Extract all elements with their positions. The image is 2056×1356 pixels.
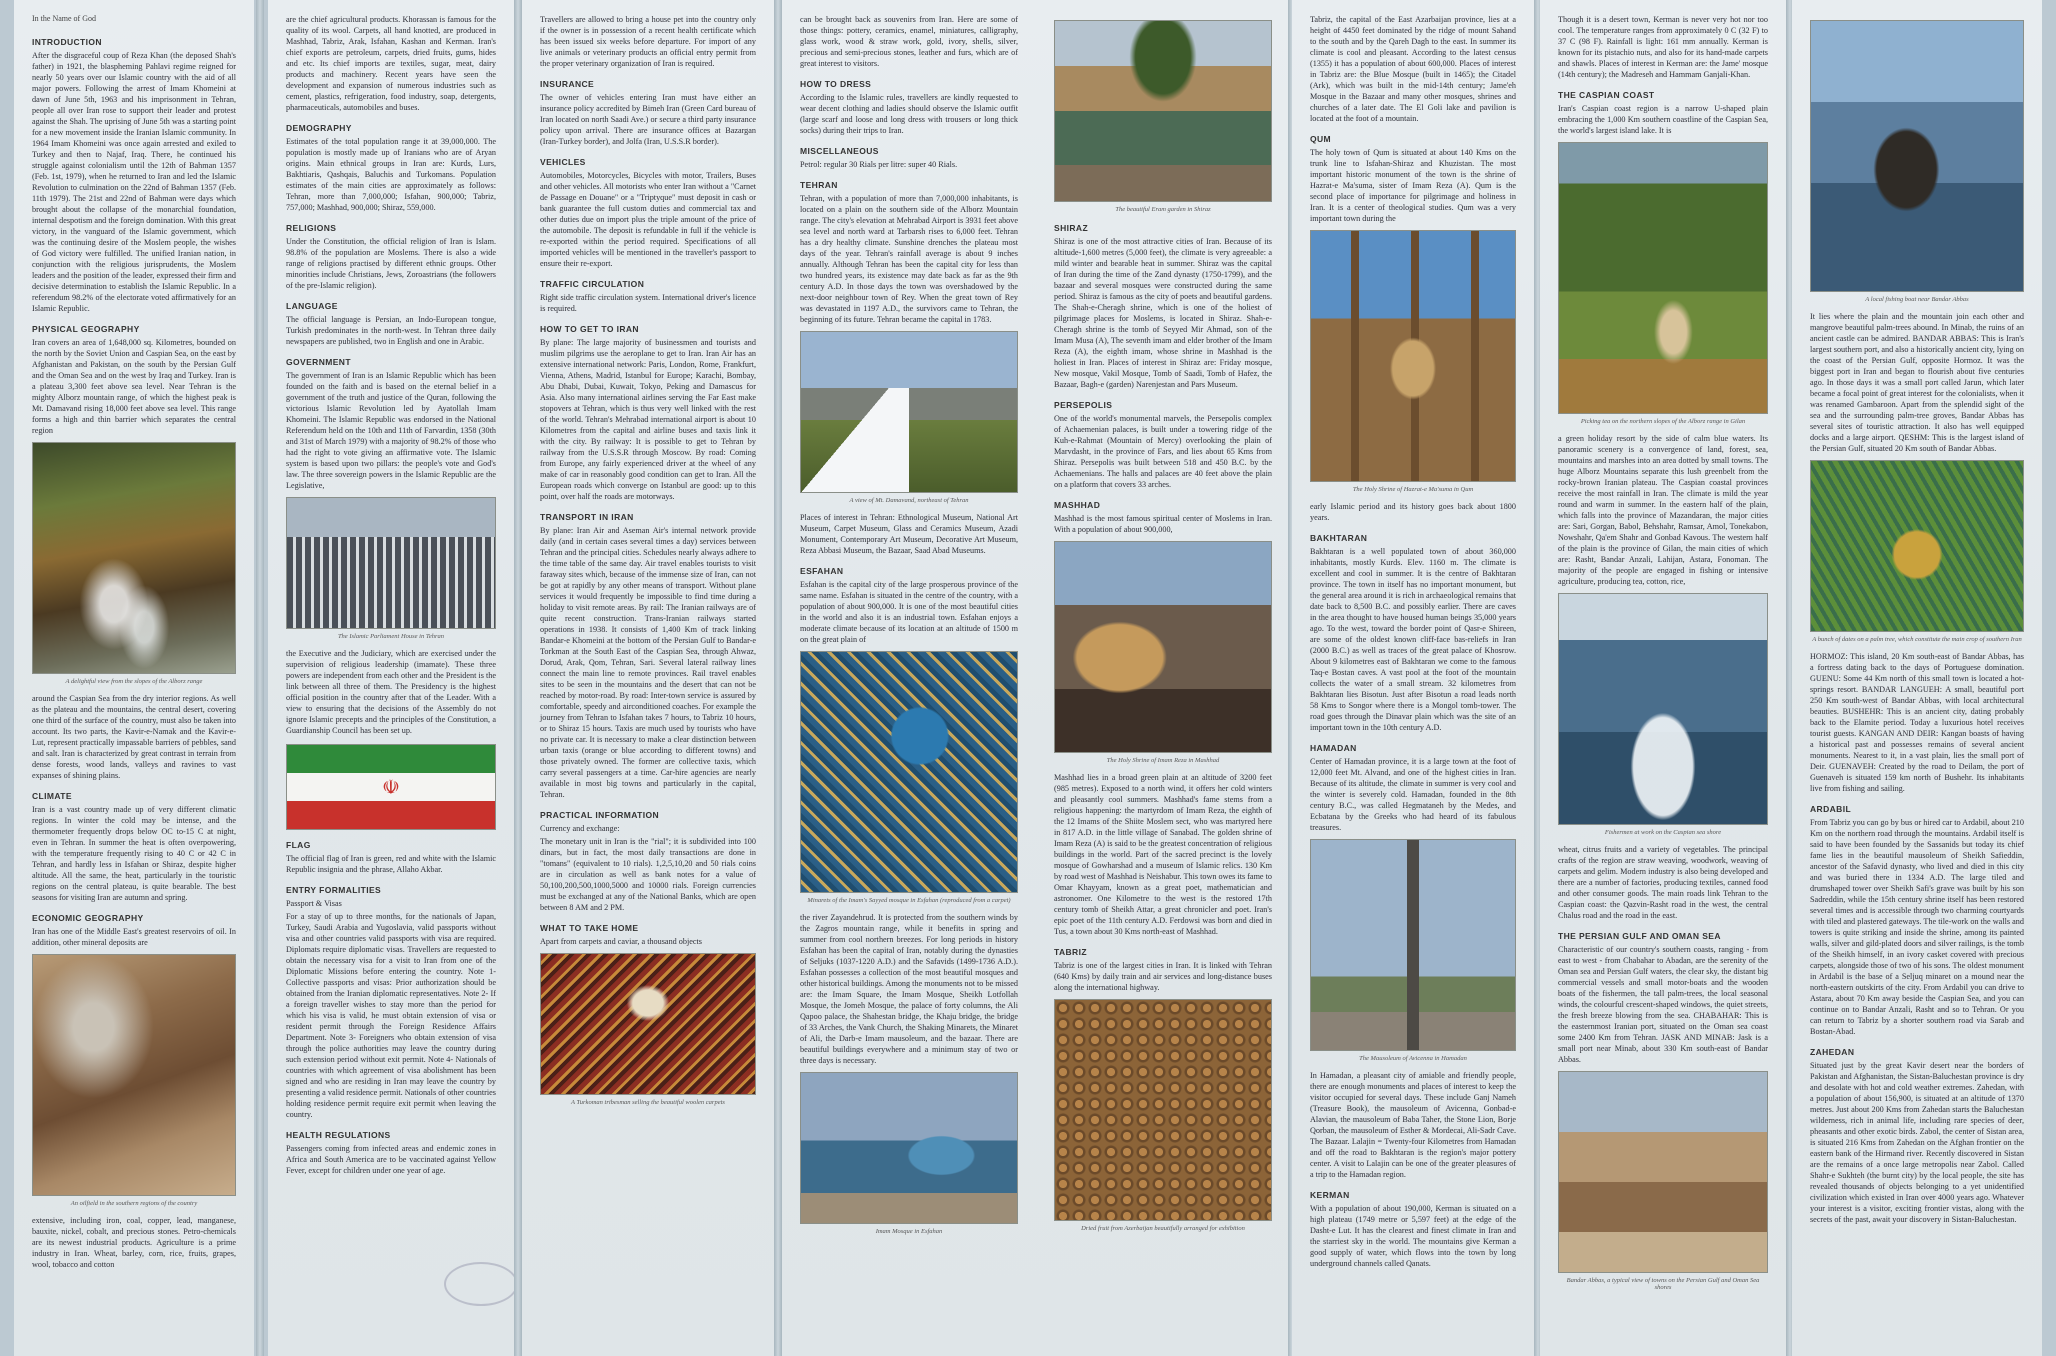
esfahan-text: Esfahan is the capital city of the large prosperous province of the same name. Esfahan is situated in the centre of the country, with a population of about 900,000. It is one of the most beautiful cities in the world and also it is an industrial town. Esfahan enjoys a moderate climate because of its location at an altitude of 1500 m on the great plain of <box>800 580 1018 644</box>
dates-photo-caption: A bunch of dates on a palm tree, which constitute the main crop of southern Iran <box>1812 636 2022 643</box>
qum-text: The holy town of Qum is situated at about 140 Kms on the trunk line to Isfahan-Shiraz and Khuzistan. The most important historic monument of the town is the shrine of Hazrat-e Ma'suma, sister of Imam Reza (A). Qum is the second place of importance for pilgrimage and holiness in Iran. It is a center of theological studies. Qum was a very important town during the <box>1310 148 1516 223</box>
oilfield-desert-photo <box>32 954 236 1196</box>
section-title-climate: CLIMATE <box>32 791 72 801</box>
fold-line <box>256 0 264 1356</box>
panel-qum-hamadan <box>1292 0 1534 1356</box>
qum-shrine-photo <box>1310 230 1516 482</box>
imam-mosque-photo <box>800 1072 1018 1224</box>
bandar-abbas-text: It lies where the plain and the mountain join each other and mangrove beautiful palm-trees abound. In Minab, the ruins of an ancient castle can be admired. BANDAR ABBAS: This is Iran's largest southern port, and also a historically ancient city, lying on the coast of the Persian Gulf, opposite Hormoz. It was the biggest port in Iran and began to flourish about five centuries ago. In those days it was a small port called Jarun, which later became a focal point of great interest for the colonialists, when it was renamed Gambaroon. Apart from the splendid sight of the sea and the surrounding palm-tree groves, Bandar Abbas has several sites of touristic attraction. It also has well equipped docks and a large airport. QESHM: This is the largest island of the Persian Gulf, situated 20 Km south of Bandar Abbas. <box>1810 312 2024 453</box>
dried-fruit-photo <box>1054 999 1272 1221</box>
damavand-photo-caption: A view of Mt. Damavand, northeast of Tehran <box>849 497 969 504</box>
eram-garden-photo-caption: The beautiful Eram garden in Shiraz <box>1115 206 1211 213</box>
section-title-hamadan: HAMADAN <box>1310 743 1357 753</box>
hamadan-text-continued: In Hamadan, a pleasant city of amiable and friendly people, there are enough monuments and places of interest to keep the visitor occupied for several days. These include Ganj Nameh (Treasure Book), the mausoleum of Avicenna, Gonbad-e Alavian, the mausoleum of Baba Taher, the Stone Lion, Borje Qorban, the mausoleum of Esther & Mordecai, Ali-Sadr Cave. The Bazaar. Lalajin = Twenty-four Kilometres from Hamadan and off the road to Bakhtaran is the region's major pottery center. A visit to Lalajin can be one of the greater pleasures of a trip to the Hamadan region. <box>1310 1071 1516 1179</box>
library-stamp <box>444 1262 518 1306</box>
heading-in-the-name-of-god: In the Name of God <box>32 14 96 23</box>
tehran-text: Tehran, with a population of more than 7,000,000 inhabitants, is located on a plain on the southern side of the Alborz Mountain range. The city's elevation at Mehrabad Airport is 3931 feet above sea level and north ward at Tarbarsh rises to 6,000 feet. Tehran has a dry healthy climate. Sunshine drenches the plateau most days of the year. Tehran's rainfall average is about 9 inches annually. Although Tehran has been the capital city for less than two hundred years, its existence may date back as far as the 9th century A.D. In those days the town was overshadowed by the next-door neighbour town of Rey. When the great town of Rey was devastated in 1197 A.D., the survivors came to Tehran, the beginning of its future. Tehran became the capital in 1783. <box>800 194 1018 324</box>
imam-reza-photo-caption: The Holy Shrine of Imam Reza in Mashhad <box>1106 757 1220 764</box>
section-title-physical-geography: PHYSICAL GEOGRAPHY <box>32 324 140 334</box>
bandar-abbas-photo-caption: Bandar Abbas, a typical view of towns on the Persian Gulf and Oman Sea shores <box>1566 1277 1760 1291</box>
traffic-text: Right side traffic circulation system. International driver's licence is required. <box>540 293 756 313</box>
insurance-text: The owner of vehicles entering Iran must have either an insurance policy accredited by Bimeh Iran (Green Card bureau of Iran located on north Saadi Ave.) or secure a third party insurance policy upon arrival. There are insurance offices at Bazargan (Iran-Turkey border), and Jolfa (Iran, U.S.S.R border). <box>540 93 756 146</box>
islands-ports-text: HORMOZ: This island, 20 Km south-east of Bandar Abbas, has a fortress dating back to the days of Portuguese domination. GUENU: Some 44 Km north of this small town is located a hot-springs resort. BANDAR LANGUEH: A small, beautiful port 250 Km south-west of Bandar Abbas, with local architectural beauties. BUSHEHR: This is an ancient city, dating probably back to the Elamite period. Today a luxurious hotel receives tourist guests. KANGAN AND DEIR: Kangan boasts of having a historical past and possesses remains of several ancient monuments. Nearest to it, in a vast plain, lies the small port of Deir. GUENAVEH: Created by the road to Deilam, the port of Guenaveh is situated 159 km north of Bushehr. Its inhabitants live from fishing and sailing. <box>1810 652 2024 793</box>
mashhad-text: Mashhad is the most famous spiritual center of Moslems in Iran. With a population of about 900,000, <box>1054 514 1272 534</box>
government-text-continued: the Executive and the Judiciary, which are exercised under the supervision of religious leadership (imamate). These three powers are independent from each other and the President is the link between all three of them. The Presidency is the highest official position in the country after that of the Leader. With a view to ensuring that the decisions of the Assembly do not ignore Islamic precepts and the principles of the Constitution, a Guardianship Council has been set up. <box>286 649 496 735</box>
section-title-mashhad: MASHHAD <box>1054 500 1101 510</box>
forest-photo-caption: A delightful view from the slopes of the Alborz range <box>65 678 203 685</box>
panel-caspian-gulf <box>1540 0 1786 1356</box>
tea-picking-photo <box>1558 142 1768 414</box>
vehicles-text: Automobiles, Motorcycles, Bicycles with motor, Trailers, Buses and other vehicles. All motorists who enter Iran without a "Carnet de Passage en Douane" or a "Triptyque" must deposit in cash or bank guarantee the full custom duties and commercial tax and other duties due on import plus the triple amount of the price of the automobile. The deposit is refundable in full if the vehicle is re-exported within the period required. Specifications of all imported vehicles will be mentioned in the traveller's passport to ensure their re-export. <box>540 171 756 268</box>
avicenna-mausoleum-photo <box>1310 839 1516 1051</box>
fishing-boat-photo <box>1810 20 2024 292</box>
section-title-miscellaneous: MISCELLANEOUS <box>800 146 879 156</box>
section-title-traffic-circulation: TRAFFIC CIRCULATION <box>540 279 645 289</box>
panel-tehran-esfahan <box>782 0 1036 1356</box>
physical-geography-text: Iran covers an area of 1,648,000 sq. Kilometres, bounded on the north by the Soviet Union and Caspian Sea, on the east by Afghanistan and Pakistan, on the south by the Persian Gulf and the Oman Sea and on the west by Iraq and Turkey. Iran is a plateau 3,300 feet above sea level. Near Tehran is the mighty Alborz mountain range, of which the highest peak is Mt. Damavand rising 18,000 feet above sea level. This range forms a high and thin barrier which separates the central region <box>32 338 236 435</box>
esfahan-carpet-photo-caption: Minarets of the Imam's Sayyed mosque in Esfahan (reproduced from a carpet) <box>807 897 1011 904</box>
section-title-persian-gulf: THE PERSIAN GULF AND OMAN SEA <box>1558 931 1721 941</box>
section-title-health-regulations: HEALTH REGULATIONS <box>286 1130 391 1140</box>
fishing-boat-photo-caption: A local fishing boat near Bandar Abbas <box>1865 296 1969 303</box>
caspian-text-continued: a green holiday resort by the side of calm blue waters. Its panoramic scenery is a convergence of land, forest, sea, mountains and marshes into an area dotted by small towns. The huge Alborz Mountains separate this lush greenbelt from the rocky-brown Iranian plateau. The Caspian coastal provinces receive the most rainfall in Iran. The climate is mild the year round and warm in summer. In the eastern half of the plain, which falls into the province of Mazandaran, the major cities are: Sari, Gorgan, Babol, Behshahr, Ramsar, Amol, Tonekabon, Nowshahr, Qa'em Shahr and Gonbad Kavous. The western half of the plain is the province of Gilan, the main cities of which are: Rasht, Bandar Anzali, Lahijan, Astara, Fonoman. The majority of the people are engaged in fishing or intensive agriculture, producing tea, cotton, rice, <box>1558 434 1768 586</box>
section-title-economic-geography: ECONOMIC GEOGRAPHY <box>32 913 144 923</box>
government-text: The government of Iran is an Islamic Republic which has been founded on the faith and is based on the eternal belief in a government of the truth and justice of the Quran, following the victorious Islamic Revolution led by Ayatollah Imam Khomeini. The Islamic Republic was endorsed in the National Referendum held on the 10th and 11th of Farvardin, 1358 (30th and 31st of March 1979) with a majority of 98.2% of those who had the right to vote giving an affirmative vote. The Islamic system is based upon two pillars: the people's vote and God's law. The three sovereign powers in the Islamic Republic are the Legislative, <box>286 371 496 490</box>
religions-text: Under the Constitution, the official religion of Iran is Islam. 98.8% of the population are Moslems. There is also a wide range of religions practised by different ethnic groups. Other minorities include Christians, Jews, Zoroastrians (the followers of the pre-Islamic religion). <box>286 237 496 290</box>
panel-ports-ardabil-zahedan <box>1792 0 2042 1356</box>
take-home-text: Apart from carpets and caviar, a thousand objects <box>540 937 702 946</box>
imam-mosque-photo-caption: Imam Mosque in Esfahan <box>875 1228 943 1235</box>
parliament-photo-caption: The Islamic Parliament House in Tehran <box>337 633 445 640</box>
persian-gulf-text: Characteristic of our country's southern coasts, ranging - from east to west - from Chabahar to Abadan, are the serenity of the Oman sea and Persian Gulf waters, the clear sky, the distant big commercial vessels and small motor-boats and the wooden boats of the fishermen, the tall palm-trees, the local seasonal winds, the colourful crescent-shaped windows, the quiet streets, the fresh breeze blowing from the sea. CHABAHAR: This is the easternmost Iranian port, situated on the Oman sea coast some 2400 Km from Tehran. JASK AND MINAB: Jask is a small port near Minab, about 330 Km south-east of Bandar Abbas. <box>1558 945 1768 1064</box>
transport-text: By plane: Iran Air and Aseman Air's internal network provide daily (and in certain cases several times a day) services between Tehran and the principal cities. Schedules nearly always adhere to the time table of the same day. Air travel enables tourists to visit faraway sites which, because of the immense size of Iran, can not be got at rapidly by any other means of transport. Without plane services it would frequently be impossible to find time during a holiday to visit remote areas. By rail: The Iranian railways are of quite recent construction. Trans-Iranian railways started operations in 1938. It consists of 1,400 Km of track linking Bandar-e Khomeini at the bottom of the Persian Gulf to Bandar-e Torkman at the South East of the Caspian Sea, through Ahwaz, Dorud, Arak, Qom, Tehran, Sari. Several lateral railway lines connect the main line to remote provinces. Rail travel enables sites to be seen in the mountains and the desert that can not be reached by motor-road. By road: Inter-town service is assured by comfortable, speedy and airconditioned coaches. For example the journey from Tehran to Isfahan takes 7 hours, to Tabriz 10 hours, or to Shiraz 15 hours. Taxis are much used by tourists who have no private car. It is necessary to make a clear distinction between urban taxis (orange or blue according to different towns) and those privately owned. The former are collective taxis, which carry several passengers at a time. Car-hire agencies are nearly available in most big towns and particularly in the capital, Tehran. <box>540 526 756 799</box>
section-title-demography: DEMOGRAPHY <box>286 123 352 133</box>
section-title-flag: FLAG <box>286 840 311 850</box>
section-title-caspian-coast: THE CASPIAN COAST <box>1558 90 1655 100</box>
panel-demography-government <box>268 0 514 1356</box>
fold-line <box>514 0 522 1356</box>
section-title-vehicles: VEHICLES <box>540 157 586 167</box>
section-title-practical-information: PRACTICAL INFORMATION <box>540 810 660 820</box>
caspian-text-end: wheat, citrus fruits and a variety of vegetables. The principal crafts of the region are straw weaving, woodwork, weaving of carpets and gelim. Modern industry is also being developed and there are a number of factories, producing textiles, canned food and other consumer goods. The main roads link Tehran to the Caspian coast: the Qazvin-Rasht road in the west, the central Chalus road and the road in the east. <box>1558 845 1768 920</box>
section-title-insurance: INSURANCE <box>540 79 595 89</box>
mashhad-text-continued: Mashhad lies in a broad green plain at an altitude of 3200 feet (985 metres). Exposed to a north wind, it offers her cold winters and pleasantly cool summers. Mashhad's fame stems from a religious happening: the martyrdom of Imam Reza, the eighth of the 12 Imams of the Shiite Moslem sect, who was martyred here in 817 A.D. in the little village of Sanabad. The golden shrine of Imam Reza (A) is said to be the greatest concentration of religious buildings in the world. Part of the sacred precinct is the lovely mosque of Gowharshad and a museum of Islamic relics. 130 Km by road west of Mashhad is Neishabur. This town owes its fame to Omar Khayyam, known as a great poet, mathematician and astronomer. One Kilometre to the west is the restored 17th century tomb of Sheikh Attar, a great chronicler and poet. Iran's epic poet of the 11th century A.D. Ferdowsi was born and died in Tus, a town about 30 Kms north-east of Mashhad. <box>1054 773 1272 936</box>
introduction-text: After the disgraceful coup of Reza Khan (the deposed Shah's father) in 1921, the blaspheming Pahlavi regime reigned for nearly 50 years over our Islamic country with the aid of all major powers. Following the arrest of Imam Khomeini at dawn of June 5th, 1963 and his imprisonment in Tehran, people all over Iran rose to support their leader and protest against the Shah. The uprising of June 5th was a starting point for a new movement inside the Iranian Islamic community. In 1964 Imam Khomeini was once again arrested and exiled to Turkey and then to Najaf, Iraq. There, he continued his struggle against colonialism until the 12th of Bahman 1357 (Feb. 1st, 1979), when he returned to Iran and led the Islamic Revolution to culmination on the 22nd of Bahman 1357 (Feb. 11th 1979). The 21st and 22nd of Bahman were days which brought about the collapse of the monarchial foundation, internal despotism and the foreign domination. With this great victory, in the vanguard of the Islamic government, which was the continuing desire of the Moslem people, the wishes of God victory were fulfilled. The unified Iranian nation, in conjunction with the religious jurisprudents, the Moslem leaders and the position of the leader, expressed their firm and decisive determination to establish the Islamic Republic. In a referendum 98.2% of the electorate voted affirmatively for an Islamic Republic. <box>32 51 236 313</box>
kerman-text-continued: Though it is a desert town, Kerman is never very hot nor too cool. The temperature ranges from approximately 0 C (32 F) to 37 C (98 F). Rainfall is light: 161 mm annually. Kerman is known for its pistachio nuts, and also for its hand-made carpets and shawls. Places of interest in Kerman are: the Jame' mosque (14th century); the Madreseh and Hammam Ganjali-Khan. <box>1558 15 1768 79</box>
flag-emblem-icon: ☫ <box>382 775 400 799</box>
flag-text: The official flag of Iran is green, red and white with the Islamic Republic insignia and the phrase, Allaho Akbar. <box>286 854 496 874</box>
section-title-government: GOVERNMENT <box>286 357 351 367</box>
language-text: The official language is Persian, an Indo-European tongue, Turkish predominates in the north-west. In Tehran three daily newspapers are published, two in English and one in Arabic. <box>286 315 496 346</box>
zahedan-text: Situated just by the great Kavir desert near the borders of Pakistan and Afghanistan, the Sistan-Baluchestan province is dry and desolate with hot and cold weather extremes. Zahedan, with a population of about 156,900, is situated at an altitude of 1370 metres. Just about 200 Kms from Zahedan starts the Baluchestan wilderness, rich in animal life, including rare species of deer, pheasants and other exotic birds. Zabol, the center of Sistan area, is situated 216 Kms from Zahedan on the Afghan frontier on the eastern bank of the Hirmand river. Recently discovered in Sistan are the remains of a once large metropolis near Zabol. Called Shahr-e Sukhteh (the burnt city) by the local people, the site has revealed thousands of objects belonging to a yet unidentified civilization which existed in Iran over 4000 years ago. Whatever your interest is a visitor, exciting frontier vistas, along with the secrets of the past, await your discovery in Sistan-Baluchestan. <box>1810 1061 2024 1224</box>
demography-text: Estimates of the total population range it at 39,000,000. The population is mostly made up of Iranians who are of Aryan origins. Main ethnical groups in Iran are: Kurds, Lurs, Bakhtiaris, Qashqais, Baluchis and Turkomans. Population estimates of the main cities are approximately as follows: Tehran, more than 7,000,000; Isfahan, 900,000; Tabriz, 757,000; Mashhad, 900,000; Shiraz, 559,000. <box>286 137 496 212</box>
pets-text: Travellers are allowed to bring a house pet into the country only if the owner is in possession of a recent health certificate which has been issued six weeks before departure. For import of any live animals or veterinary products an official entry permit from the proper veterinary organization of Iran is required. <box>540 15 756 68</box>
section-title-religions: RELIGIONS <box>286 223 337 233</box>
section-title-what-to-take-home: WHAT TO TAKE HOME <box>540 923 639 933</box>
physical-geography-text-continued: around the Caspian Sea from the dry interior regions. As well as the plateau and the mountains, the central desert, covering one third of the surface of the country, must also be taken into account. Its two parts, the Kavir-e-Namak and the Kavir-e-Lut, represent practically impassable barriers of pebbles, sand and salt. Iran is characterized by great contrast in terrain from dense forests, wood lands, valleys and ravines to vast expanses of shining plains. <box>32 694 236 780</box>
how-to-get-text: By plane: The large majority of businessmen and tourists and muslim pilgrims use the aeroplane to get to Iran. Iran Air has an extensive international network: Paris, London, Rome, Frankfurt, Vienna, Athens, Madrid, Istanbul for Europe; Karachi, Bombay, Abu Dhabi, Dubai, Kuwait, Tokyo, Peking and Damascus for Asia. Also many international airlines serving the Far East make stopovers at Tehran, which is thus very well linked with the rest of the world. Tehran's Mehrabad international airport is about 10 Kilometres from the capital and airline buses and taxis link it with the city. By railway: It is possible to get to Tehran by railway from the U.S.S.R through Moscow. By road: Coming from Europe, any fairly experienced driver at the wheel of any make of car in reasonably good condition can get to Iran. All the European roads which converge on Istanbul are good: up to this point, over half the roads are motorways. <box>540 338 756 501</box>
tabriz-text: Tabriz is one of the largest cities in Iran. It is linked with Tehran (640 Kms) by daily train and air services and long-distance buses along the international highway. <box>1054 961 1272 992</box>
tabriz-text-continued: Tabriz, the capital of the East Azarbaijan province, lies at a height of 4450 feet dominated by the ridge of mount Sahand to the south and by the Qareh Dagh to the east. In summer its climate is cool and pleasant. According to the latest census (1355) it has a population of about 600,000. Places of interest in Tabriz are: the Blue Mosque (built in 1465); the Citadel (Ark), which was built in the mid-14th century; Jame'eh Mosque in the Bazaar and many other mosques, shrines and churches of a later date. The El Goli lake and pavilion is located at the foot of a mountain. <box>1310 15 1516 123</box>
kerman-text: With a population of about 190,000, Kerman is situated on a high plateau (1749 metre or 5,597 feet) at the edge of the Dasht-e Lut. It has the clearest and finest climate in Iran and the starriest sky in the world. The mountains give Kerman a good supply of water, which flows into the town by long underground channels called Qanats. <box>1310 1204 1516 1268</box>
dried-fruit-photo-caption: Dried fruit from Azerbaijan beautifully arranged for exhibition <box>1081 1225 1245 1232</box>
bakhtaran-text: Bakhtaran is a well populated town of about 360,000 inhabitants, mostly Kurds. Elev. 1160 m. The climate is excellent and cool in summer. It is the centre of Bakhtaran province. The town in itself has no important monument, but the general area around it is rich in archaeological remains that date back to 8,500 B.C. and possibly earlier. There are caves in the area thought to have housed human beings 35,000 years ago. To the west, toward the border point of Qasr-e Shireen, are some of the oldest known cliff-face bas-reliefs in Iran (2000 B.C.) as well as traces of the great palace of Khosrow. About 9 kilometres east of Bakhtaran we come to the famous Taq-e Bostan caves. A vast pool at the foot of the mountain collects the water of a small stream. 32 kilometres from Bakhtaran lies Bisotun. Just after Bisotun a road leads north 58 Kms to Songor where there is a Mongol tomb-tower. The road goes through the Dinavar plain which was the site of an important town in the 10th century A.D. <box>1310 547 1516 732</box>
section-title-bakhtaran: BAKHTARAN <box>1310 533 1368 543</box>
carpet-seller-photo <box>540 953 756 1095</box>
caspian-text: Iran's Caspian coast region is a narrow U-shaped plain embracing the 1,000 Km southern coastline of the Caspian Sea, the world's largest island lake. It is <box>1558 104 1768 135</box>
practical-subtitle: Currency and exchange: <box>540 824 620 833</box>
tehran-places-text: Places of interest in Tehran: Ethnological Museum, National Art Museum, Carpet Museum, Glass and Ceramics Museum, Azadi Monument, Contemporary Art Museum, Decorative Art Museum, Reza Abbasi Museum, the Bazaar, Saad Abad Museums. <box>800 513 1018 555</box>
section-title-qum: QUM <box>1310 134 1332 144</box>
entry-formalities-text: For a stay of up to three months, for the nationals of Japan, Turkey, Saudi Arabia and Yugoslavia, valid passports without visa and other countries valid passports with visa are required. Diplomats require diplomatic visas. Travellers are requested to obtain the necessary visa for a visit to Iran from one of the Diplomatic Missions before entering the country. Note 1- Collective passports and visas: Prior authorization should be obtained from the Iranian diplomatic representatives. Note 2- If a foreign traveller wishes to stay more than the period for which his visa is valid, he must obtain extension of visa or resident permit through the Foreign Residence Affairs Department. Note 3- Foreigners who obtain extension of visa through the police authorities may leave the country during such extension period without exit permit. Note 4- Nationals of countries with which agreement of visa abolishment has been signed and who are residing in Iran may leave the country by presenting a valid residence permit. Nationals of other countries holding residence permit require exit permit when leaving the country. <box>286 912 496 1119</box>
section-title-tabriz: TABRIZ <box>1054 947 1087 957</box>
persepolis-text: One of the world's monumental marvels, the Persepolis complex of Achaemenian palaces, is built under a towering ridge of the Kuh-e-Rahmat (Mountain of Mercy) overlooking the plain of Marvdasht, in the province of Fars, and lies about 65 Kms from Shiraz. Persepolis was built between 518 and 450 B.C. by the Achaemenians. The halls and palaces are 40 feet above the plain on a platform that covers 33 arches. <box>1054 414 1272 489</box>
section-title-transport-in-iran: TRANSPORT IN IRAN <box>540 512 634 522</box>
section-title-kerman: KERMAN <box>1310 1190 1350 1200</box>
forest-waterfall-photo <box>32 442 236 674</box>
section-title-how-to-dress: HOW TO DRESS <box>800 79 872 89</box>
qum-text-continued: early Islamic period and its history goes back about 1800 years. <box>1310 502 1516 522</box>
section-title-tehran: TEHRAN <box>800 180 838 190</box>
health-regulations-text: Passengers coming from infected areas and endemic zones in Africa and South America are to be vaccinated against Yellow Fever, except for children under one year of age. <box>286 1144 496 1175</box>
mount-damavand-photo <box>800 331 1018 493</box>
section-title-esfahan: ESFAHAN <box>800 566 844 576</box>
section-title-how-to-get-to-iran: HOW TO GET TO IRAN <box>540 324 639 334</box>
economy-text-continued: are the chief agricultural products. Khorassan is famous for the quality of its wool. Carpets, all hand knotted, are produced in Mashhad, Tabriz, Arak, Isfahan, Kashan and Kerman. Iran's chief exports are petroleum, carpets, dried fruits, gums, hides and etc. Its chief imports are textiles, sugar, meat, dairy products and machinery. Recent years have seen the development and expansion of numerous industries such as cement, plastics, refrigeration, food industry, soap, detergents, pharmaceuticals, automobiles and buses. <box>286 15 496 112</box>
bandar-abbas-town-photo <box>1558 1071 1768 1273</box>
panel-shiraz-mashhad <box>1036 0 1290 1356</box>
fold-line <box>774 0 782 1356</box>
tea-picking-photo-caption: Picking tea on the northern slopes of the Alborz range in Gilan <box>1580 418 1746 425</box>
iran-flag <box>286 744 496 830</box>
entry-subtitle: Passport & Visas <box>286 899 342 908</box>
esfahan-text-continued: the river Zayandehrud. It is protected from the southern winds by the Zagros mountain range, while it benefits in spring and summer from cool northern breezes. For long periods in history Esfahan has been the capital of Iran, notably during the dynasties of Seljuks (1037-1220 A.D.) and the Safavids (1499-1736 A.D.). Esfahan possesses a collection of the most beautiful mosques and other historical buildings. Among the monuments not to be missed are: the Imam Square, the Imam Mosque, Sheikh Lotfollah Mosque, the Jomeh Mosque, the palace of forty columns, the Ali Qapoo palace, the Shahestan bridge, the Khaju bridge, the bridge of 33 Arches, the Vank Church, the Shaking Minarets, the Minaret of Ali, the Darb-e Imam mausoleum, and the bazaar. There are beautiful buildings everywhere and a minimum stay of two or three days is necessary. <box>800 913 1018 1065</box>
panel-introduction <box>14 0 254 1356</box>
oilfield-photo-caption: An oilfield in the southern regions of the country <box>70 1200 198 1207</box>
flag-green-band <box>287 745 495 773</box>
ardabil-text: From Tabriz you can go by bus or hired car to Ardabil, about 210 Km on the northern road through the mountains. Ardabil itself is said to have been founded by the Sassanids but today its chief fame lies in the beautiful mausoleum of Sheikh Safieddin, ancestor of the Safavid dynasty, who lived and died in this city and was buried there in 1334 A.D. The large tiled and drumshaped tower over Sheikh Safi's grave was built by his son Sadreddin, while the 15th century shrine itself has been restored several times and is accessible through two charming courtyards with tiled and plastered gateways. The tile-work on the walls and towers is quite striking and inside the shrine, among its painted walls, silver and gild-plated doors and silver railings, is the tomb of the Sheikh himself, in an ivory casket covered with precious carpets, alongside those of two of his sons. The oldest monument in Ardabil is the base of a Seljuq minaret on a mound near the north-eastern outskirts of the city. From Ardabil you can drive to Astara, about 70 Km away beside the Caspian Sea, and you can continue on to Bandar Anzali, Rasht and so to Tehran. Or you can return to Tabriz by a shorter southern road via Sarab and Bostan-Abad. <box>1810 818 2024 1036</box>
section-title-language: LANGUAGE <box>286 301 338 311</box>
esfahan-minarets-carpet-photo <box>800 651 1018 893</box>
fishermen-photo-caption: Fishermen at work on the Caspian sea shore <box>1604 829 1722 836</box>
climate-text: Iran is a vast country made up of very different climatic regions. In winter the cold may be intense, and the thermometer frequently drops below OC to-15 C at night, even in Tehran. In summer the heat is often overpowering, with the temperature frequently rising to 40 C or 42 C in Tehran, and hardly less in Isfahan or Shiraz, despite higher altitude. All the same, the heat, particularly in the touristic regions on the central plateau, is quite bearable. The best seasons for visiting Iran are autumn and spring. <box>32 805 236 902</box>
souvenirs-text: can be brought back as souvenirs from Iran. Here are some of those things: pottery, ceramics, enamel, miniatures, calligraphy, glass work, wood & straw work, gold, ivory, shells, silver, precious and semi-precious stones, leather and furs, which are of great interest to visitors. <box>800 15 1018 68</box>
economic-geography-text: Iran has one of the Middle East's greatest reservoirs of oil. In addition, other mineral deposits are <box>32 927 236 947</box>
shiraz-text: Shiraz is one of the most attractive cities of Iran. Because of its altitude-1,600 metres (5,000 feet), the climate is very agreeable: a mild winter and bearable heat in summer. Shiraz was the capital of Iran during the time of the Zand dynasty (1750-1799), and the bazaar and several mosques were constructed during the same period. Shiraz is famous as the city of poets and beautiful gardens. The Shah-e-Cheragh shrine, which is one of the holiest of pilgrimage places for Moslems, is located in Shiraz. Shah-e-Cheragh shrine is the tomb of Seyyed Mir Ahmad, son of the Imam Musa (A), The seventh imam and elder brother of the Imam Reza (A), the eighth imam, whose shrine in Mashhad is the holiest in Iran. Places of interest in Shiraz are: Friday mosque, New mosque, Vakil Mosque, Tomb of Saadi, Tomb of Hafez, the Bazaar, Bagh-e (garden) Narenjestan and Pars Museum. <box>1054 237 1272 389</box>
avicenna-photo-caption: The Mausoleum of Avicenna in Hamadan <box>1359 1055 1467 1062</box>
section-title-ardabil: ARDABIL <box>1810 804 1852 814</box>
flag-white-band <box>287 773 495 801</box>
section-title-introduction: INTRODUCTION <box>32 37 102 47</box>
section-title-persepolis: PERSEPOLIS <box>1054 400 1113 410</box>
carpet-photo-caption: A Turkoman tribesman selling the beautiful woolen carpets <box>571 1099 725 1106</box>
flag-red-band <box>287 801 495 829</box>
parliament-building-photo <box>286 497 496 629</box>
dress-text: According to the Islamic rules, travellers are kindly requested to wear decent clothing and ladies should observe the Islamic outfit (large scarf and loose and long dress with trousers or long thick socks) during their trips to Iran. <box>800 93 1018 135</box>
hamadan-text: Center of Hamadan province, it is a large town at the foot of 12,000 feet Mt. Alvand, and one of the highest cities in Iran. Because of its altitude, the climate in summer is very cool and the winter is severely cold. Hamadan, founded in the 8th century B.C., was called Hegmataneh by the Medes, and Ecbatana by the Greeks who had heard of its fabulous treasures. <box>1310 757 1516 832</box>
panel-travel-information <box>522 0 774 1356</box>
section-title-zahedan: ZAHEDAN <box>1810 1047 1855 1057</box>
caspian-fishermen-photo <box>1558 593 1768 825</box>
misc-text: Petrol: regular 30 Rials per litre: super 40 Rials. <box>800 160 958 169</box>
practical-text: The monetary unit in Iran is the "rial"; it is subdivided into 100 dinars, but in fact, the most daily transactions are done in "tomans" (equivalent to 10 rials). 1,2,5,10,20 and 50 rials coins are in circulation as well as bank notes for a value of 50,100,200,500,1000,5000 and 10000 rials. Foreign currencies must be exchanged at any of the National Banks, which are open between 8 AM and 2 PM. <box>540 837 756 912</box>
eram-garden-photo <box>1054 20 1272 202</box>
section-title-shiraz: SHIRAZ <box>1054 223 1089 233</box>
qum-shrine-photo-caption: The Holy Shrine of Hazrat-e Ma'suma in Qum <box>1352 486 1474 493</box>
section-title-entry-formalities: ENTRY FORMALITIES <box>286 885 382 895</box>
imam-reza-shrine-photo <box>1054 541 1272 753</box>
economic-geography-text-continued: extensive, including iron, coal, copper, lead, manganese, bauxite, nickel, cobalt, and precious stones. Petro-chemicals are its newest industrial products. Agriculture is a prime industry in Iran. Wheat, barley, corn, rice, fruits, grapes, wool, tobacco and cotton <box>32 1216 236 1269</box>
dates-palm-photo <box>1810 460 2024 632</box>
